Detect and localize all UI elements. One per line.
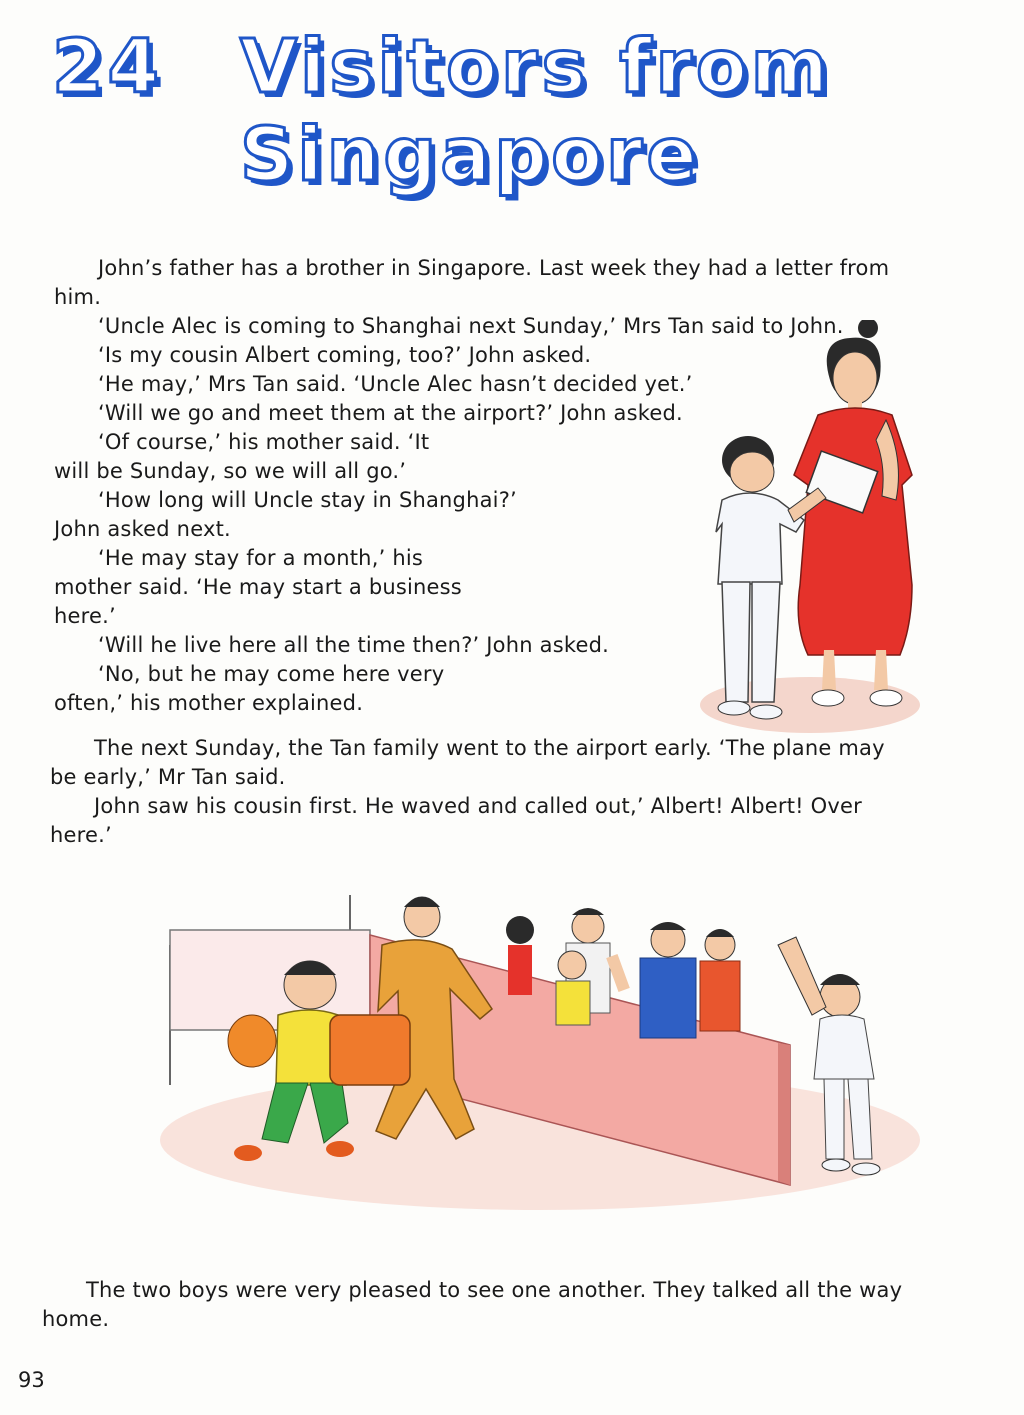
text-line: ‘Will we go and meet them at the airport?’ John asked.	[98, 401, 683, 425]
page-number: 93	[18, 1368, 45, 1392]
text-line: ‘Is my cousin Albert coming, too?’ John asked.	[98, 343, 592, 367]
text-line: here.’	[54, 604, 116, 628]
mother-figure	[794, 320, 912, 706]
text-line: will be Sunday, so we will all go.’	[54, 459, 407, 483]
text-line: ‘Uncle Alec is coming to Shanghai next Sunday,’ Mrs Tan said to John.	[98, 314, 844, 338]
lesson-number: 24	[52, 24, 163, 110]
airport-illustration	[160, 885, 920, 1225]
text-line: be early,’ Mr Tan said.	[50, 765, 286, 789]
text-line: ‘He may stay for a month,’ his	[98, 546, 423, 570]
text-line: here.’	[50, 823, 112, 847]
lesson-title-line-1: Visitors from	[240, 24, 832, 110]
text-line: ‘No, but he may come here very	[98, 662, 445, 686]
text-line: The two boys were very pleased to see one another. They talked all the way	[86, 1278, 903, 1302]
text-line: ‘He may,’ Mrs Tan said. ‘Uncle Alec hasn’t decided yet.’	[98, 372, 693, 396]
text-line: John saw his cousin first. He waved and called out,’ Albert! Albert! Over	[94, 794, 862, 818]
mother-and-son-illustration	[700, 320, 960, 740]
text-line: mother said. ‘He may start a business	[54, 575, 462, 599]
text-line: ‘Of course,’ his mother said. ‘It	[98, 430, 430, 454]
text-line: John asked next.	[54, 517, 231, 541]
text-line: home.	[42, 1307, 110, 1331]
text-line: The next Sunday, the Tan family went to the airport early. ‘The plane may	[94, 736, 885, 760]
text-line: John’s father has a brother in Singapore. Last week they had a letter from	[98, 256, 890, 280]
text-line: ‘How long will Uncle stay in Shanghai?’	[98, 488, 517, 512]
text-line: often,’ his mother explained.	[54, 691, 364, 715]
lesson-title-line-2: Singapore	[240, 112, 701, 198]
text-line: ‘Will he live here all the time then?’ John asked.	[98, 633, 609, 657]
text-line: him.	[54, 285, 102, 309]
